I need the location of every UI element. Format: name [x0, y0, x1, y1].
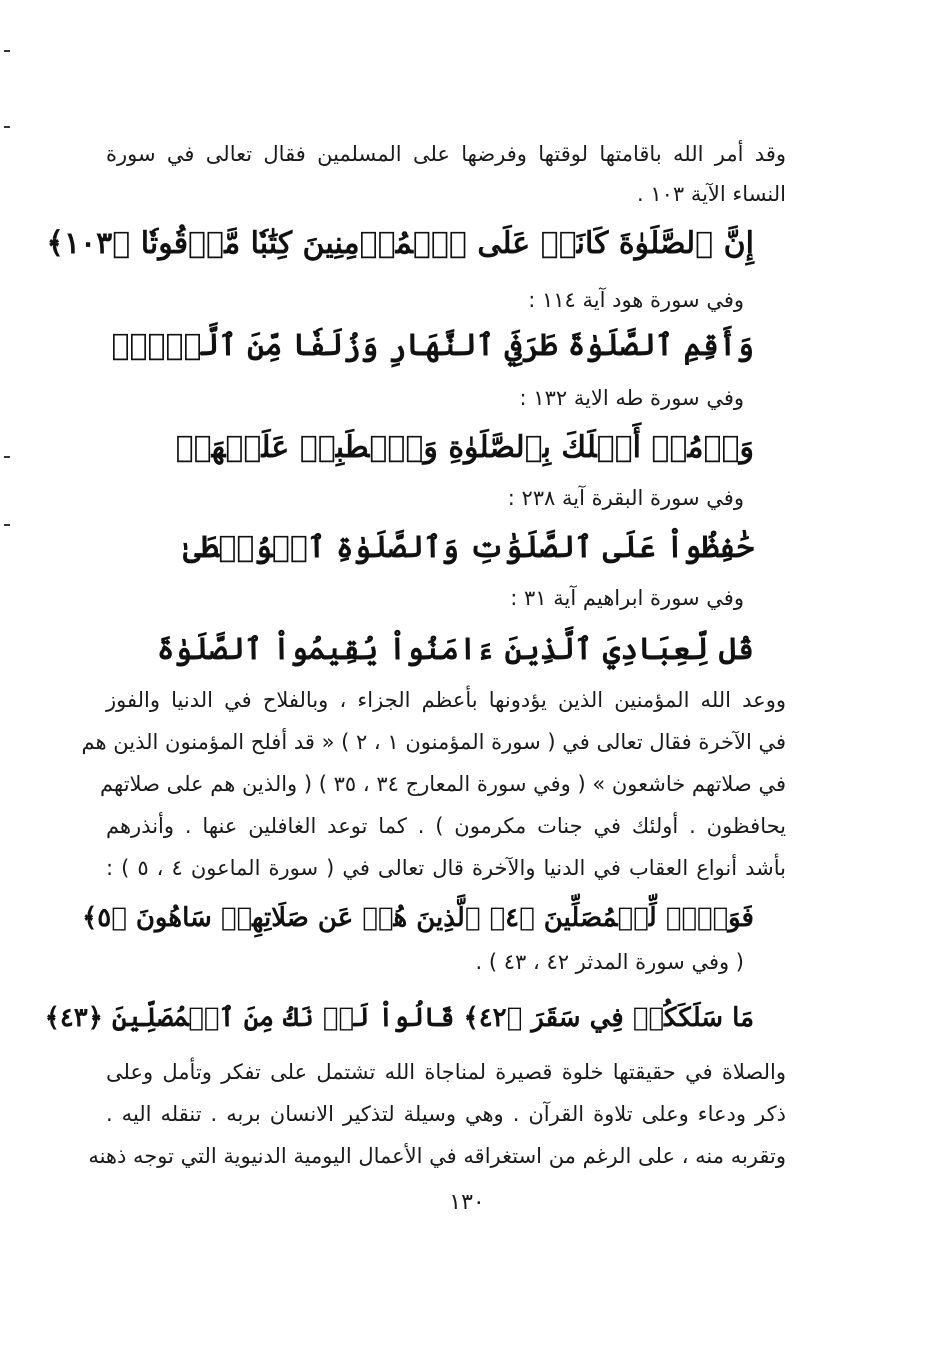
verse-maun-4-5: فَوَيۡلٞ لِّلۡمُصَلِّينَ ﴿٤﴾ ٱلَّذِينَ هُمۡ عَن صَلَاتِهِمۡ سَاهُونَ ﴿٥﴾	[81, 903, 754, 933]
verse-muddathir-42-43: مَا سَلَكَكُمۡ فِي سَقَرَ ﴿٤٢﴾ قَالُواْ لَمۡ نَكُ مِنَ ٱلۡمُصَلِّينَ ﴿٤٣﴾	[44, 1003, 754, 1033]
paragraph1-line-5: بأشد أنواع العقاب في الدنيا والآخرة قال تعالى في ( سورة الماعون ٤ ، ٥ ) :	[106, 856, 786, 880]
paragraph2-line-2: ذكر ودعاء وعلى تلاوة القرآن . وهي وسيلة لتذكير الانسان بربه . تنقله اليه .	[106, 1102, 786, 1126]
paragraph2-line-1: والصلاة في حقيقتها خلوة قصيرة لمناجاة الله تشتمل على تفكر وتأمل وعلى	[106, 1060, 786, 1084]
margin-mark	[4, 50, 10, 52]
paragraph1-line-4: يحافظون . أولئك في جنات مكرمون ) . كما توعد الغافلين عنها . وأنذرهم	[106, 814, 786, 838]
margin-mark	[4, 524, 10, 526]
verse-taha-132: وَأۡمُرۡ أَهۡلَكَ بِٱلصَّلَوٰةِ وَٱصۡطَبِرۡ عَلَيۡهَاۖ	[175, 430, 754, 465]
verse-nisa-103: إِنَّ ٱلصَّلَوٰةَ كَانَتۡ عَلَى ٱلۡمُؤۡمِنِينَ كِتَٰبٗا مَّوۡقُوتٗا ﴿١٠٣﴾	[46, 226, 754, 261]
verse-hud-114: وَأَقِمِ ٱلصَّلَوٰةَ طَرَفَيِ ٱلنَّهَارِ وَزُلَفٗا مِّنَ ٱلَّيۡلِۚ	[111, 328, 754, 363]
paragraph1-line-2: في الآخرة فقال تعالى في ( سورة المؤمنون ١ ، ٢ ) « قد أفلح المؤمنون الذين هم	[81, 730, 786, 754]
paragraph1-line-1: ووعد الله المؤمنين الذين يؤدونها بأعظم الجزاء ، وبالفلاح في الدنيا والفوز	[106, 688, 786, 712]
intro-muddathir: ( وفي سورة المدثر ٤٢ ، ٤٣ ) .	[475, 950, 744, 974]
intro-ibrahim: وفي سورة ابراهيم آية ٣١ :	[510, 586, 744, 610]
intro-line-2: النساء الآية ١٠٣ .	[636, 182, 786, 206]
intro-taha: وفي سورة طه الاية ١٣٢ :	[519, 386, 744, 410]
verse-ibrahim-31: قُل لِّعِبَادِيَ ٱلَّذِينَ ءَامَنُواْ يُقِيمُواْ ٱلصَّلَوٰةَ	[156, 632, 754, 667]
page-number: ١٣٠	[449, 1190, 485, 1215]
intro-baqara: وفي سورة البقرة آية ٢٣٨ :	[507, 486, 744, 510]
verse-baqara-238: حَٰفِظُواْ عَلَى ٱلصَّلَوَٰتِ وَٱلصَّلَوٰةِ ٱلۡوُسۡطَىٰ	[183, 530, 754, 565]
margin-mark	[4, 456, 10, 458]
intro-hud: وفي سورة هود آية ١١٤ :	[528, 288, 744, 312]
paragraph1-line-3: في صلاتهم خاشعون » ( وفي سورة المعارج ٣٤ ، ٣٥ ) ( والذين هم على صلاتهم	[100, 772, 786, 796]
margin-mark	[4, 126, 10, 128]
paragraph2-line-3: وتقربه منه ، على الرغم من استغراقه في الأعمال اليومية الدنيوية التي توجه ذهنه	[88, 1144, 786, 1168]
intro-line-1: وقد أمر الله باقامتها لوقتها وفرضها على المسلمين فقال تعالى في سورة	[106, 142, 786, 166]
